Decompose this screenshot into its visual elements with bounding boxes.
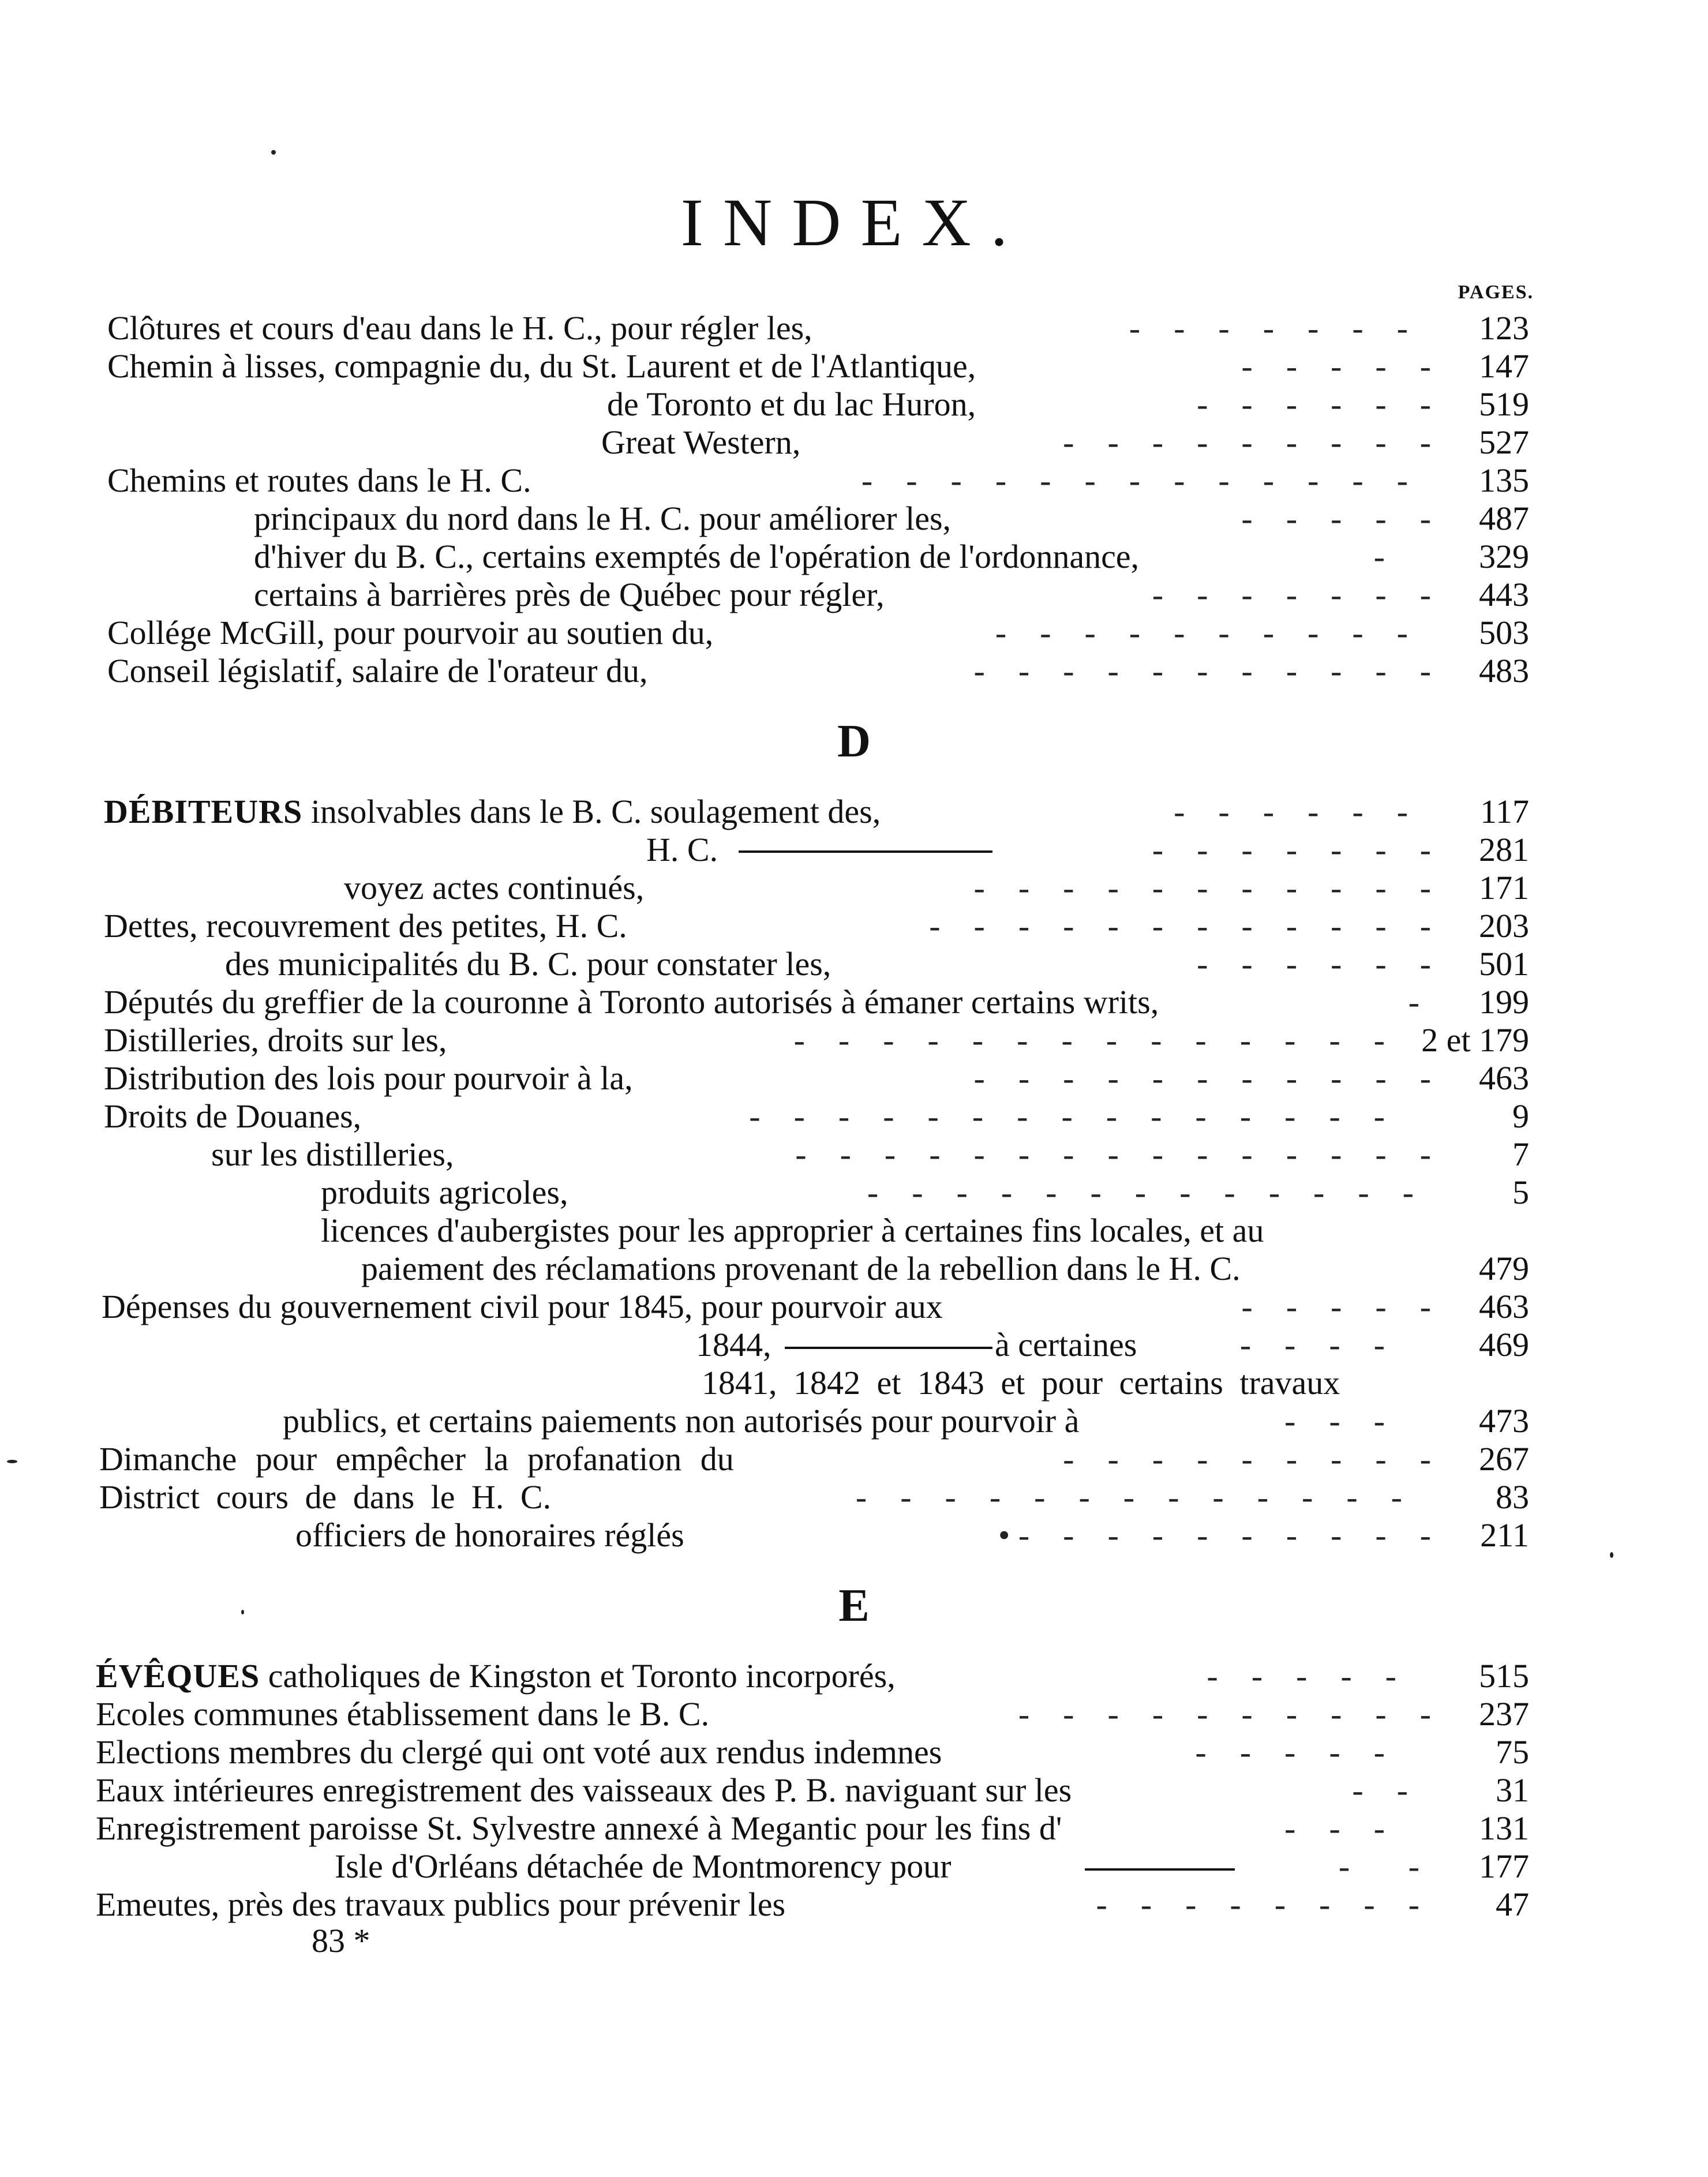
entry-text: Collége McGill, pour pourvoir au soutien du, [107,614,714,651]
page-number: 281 [1479,831,1529,868]
entry-heading: ÉVÊQUES [96,1657,260,1695]
entry-text: Eaux intérieures enregistrement des vaisseaux des P. B. naviguant sur les [96,1771,1072,1809]
index-entry [0,1288,1708,1326]
dot-leader: - - - - - - - - - - - - - - [793,1021,1385,1059]
page-number: 83 [1496,1478,1529,1516]
index-entry [0,309,1708,347]
index-entry [0,1364,1708,1402]
dot-leader: - - - - - [1195,1733,1385,1771]
dot-leader: - - [1352,1771,1408,1809]
ink-speck [241,1610,244,1614]
page-number: 47 [1496,1886,1529,1923]
index-entry [0,1771,1708,1809]
entry-heading: DÉBITEURS [104,793,303,830]
entry-text: Elections membres du clergé qui ont voté aux rendus indemnes [96,1733,942,1771]
entry-text: Clôtures et cours d'eau dans le H. C., pour régler les, [107,309,812,347]
page-number: 483 [1479,652,1529,690]
page-number: 123 [1479,309,1529,347]
index-entry [0,500,1708,538]
page-number: 519 [1479,385,1529,423]
page-number: 515 [1479,1657,1529,1695]
dot-leader: - - - - - - [1197,385,1431,423]
page-title: INDEX. [680,185,1028,260]
index-entry [0,1021,1708,1059]
index-entry [0,1326,1708,1364]
entry-text-rest: insolvables dans le B. C. soulagement des, [302,793,881,830]
entry-text: d'hiver du B. C., certains exemptés de l'opération de l'ordonnance, [254,538,1140,575]
dot-leader: - - - - - [1207,1657,1396,1695]
index-entry [0,614,1708,652]
dot-leader: - - - - - - [1197,945,1431,983]
entry-text: paiement des réclamations provenant de la rebellion dans le H. C. [361,1250,1241,1287]
index-entry [0,1848,1708,1886]
index-entry [0,1733,1708,1771]
dot-leader: • - - - - - - - - - - [998,1516,1431,1554]
dot-leader: - - [1338,1848,1419,1885]
index-entry [0,538,1708,576]
entry-text: H. C. [646,831,718,868]
index-entry [0,945,1708,983]
page-number: 487 [1479,500,1529,537]
dot-leader: - - - - - - - - - [1063,1440,1431,1478]
entry-text: de Toronto et du lac Huron, [607,385,976,423]
ink-speck [271,150,276,155]
ink-speck [1610,1552,1613,1558]
pages-column-header: PAGES. [1458,282,1534,303]
entry-text [96,1657,896,1695]
page-number: 463 [1479,1288,1529,1325]
page-number: 503 [1479,614,1529,651]
page-number: 473 [1479,1402,1529,1440]
entry-text: Emeutes, près des travaux publics pour prévenir les [96,1886,786,1923]
entry-text: Députés du greffier de la couronne à Toronto autorisés à émaner certains writs, [104,983,1159,1021]
entry-text: 1841, 1842 et 1843 et pour certains travaux [702,1364,1340,1402]
index-entry [0,1250,1708,1288]
page-number: 135 [1479,462,1529,499]
dot-leader: - - - - - - - [1152,576,1431,613]
dot-leader: - - - - - - - - - - - - - [861,462,1408,499]
dot-leader: - - - [1284,1809,1385,1847]
index-entry [0,1402,1708,1440]
index-entry [0,1136,1708,1174]
index-entry [0,1174,1708,1212]
entry-text: officiers de honoraires réglés [295,1516,684,1554]
entry-text: Ecoles communes établissement dans le B. C. [96,1695,710,1733]
entry-text: 1844, [696,1326,771,1363]
dot-leader: - - - - - - - - - - [1018,1695,1431,1733]
page-number: 5 [1512,1174,1529,1211]
entry-text [104,793,881,831]
page-number: 237 [1479,1695,1529,1733]
page-number: 469 [1479,1326,1529,1363]
entry-text: voyez actes continués, [344,869,645,906]
ink-speck [7,1460,17,1463]
dot-leader: - - - - - - - - - - - - - [867,1174,1414,1211]
index-entry [0,1809,1708,1848]
dot-leader: - - - - - - [1174,793,1408,830]
index-entry [0,424,1708,462]
section-letter-d: D [837,716,871,767]
page-number: 75 [1496,1733,1529,1771]
dot-leader: - - - - - [1241,1288,1431,1325]
index-entry [0,385,1708,424]
page-number: 177 [1479,1848,1529,1885]
index-entry [0,1059,1708,1097]
page-number: 117 [1480,793,1529,830]
dot-leader: - - - - - - - [1129,309,1408,347]
dot-leader: - [1373,538,1385,575]
dot-leader: - - - - - - - - - - - [973,1059,1431,1097]
index-entry [0,576,1708,614]
page-number: 7 [1512,1136,1529,1173]
page-number: 463 [1479,1059,1529,1097]
entry-text: licences d'aubergistes pour les approprier à certaines fins locales, et au [321,1212,1264,1249]
entry-text: Dettes, recouvrement des petites, H. C. [104,907,627,945]
entry-text: Enregistrement paroisse St. Sylvestre annexé à Megantic pour les fins d' [96,1809,1062,1847]
dot-leader: - [1408,983,1419,1021]
page-number: 479 [1479,1250,1529,1287]
page-number: 267 [1479,1440,1529,1478]
dot-leader: - - - - [1239,1326,1385,1363]
dot-leader: - - - - - - - - [1096,1886,1419,1923]
dot-leader: - - - - - - - - - - - [973,652,1431,690]
dot-leader: - - - - - - - - - - - - - - - [749,1097,1385,1135]
index-entry [0,983,1708,1021]
index-entry [0,831,1708,869]
entry-text: Dimanche pour empêcher la profanation du [99,1440,734,1478]
index-entry [0,869,1708,907]
dot-leader: - - - - - [1241,500,1431,537]
ditto-rule [1085,1868,1235,1871]
dot-leader: - - - - - [1241,347,1431,385]
index-entry [0,1097,1708,1136]
index-entry [0,907,1708,945]
page-number: 527 [1479,424,1529,461]
dot-leader: - - - - - - - - - - - [973,869,1431,906]
dot-leader: - - - - - - - - - - - - - - - [795,1136,1431,1173]
entry-text-continued: à certaines [995,1326,1137,1363]
index-entry [0,1212,1708,1250]
index-entry [0,793,1708,831]
index-entry [0,1657,1708,1695]
page-number: 147 [1479,347,1529,385]
page-number: 9 [1512,1097,1529,1135]
index-entry [0,1695,1708,1733]
dot-leader: - - - - - - - - - - - - - [855,1478,1402,1516]
page-number: 501 [1479,945,1529,983]
index-entry [0,1478,1708,1516]
index-entry [0,347,1708,385]
entry-text: Isle d'Orléans détachée de Montmorency pour [335,1848,952,1885]
entry-text: Chemins et routes dans le H. C. [107,462,531,499]
index-entry [0,1440,1708,1478]
entry-text: principaux du nord dans le H. C. pour améliorer les, [254,500,952,537]
dot-leader: - - - - - - - - - [1063,424,1431,461]
dot-leader: - - - - - - - [1152,831,1431,868]
dot-leader: - - - - - - - - - - - - [929,907,1431,945]
page-number: 2 et 179 [1421,1021,1529,1059]
entry-text-rest: catholiques de Kingston et Toronto incorporés, [260,1657,896,1695]
entry-text: des municipalités du B. C. pour constater les, [225,945,831,983]
entry-text: Droits de Douanes, [104,1097,362,1135]
entry-text: Distilleries, droits sur les, [104,1021,447,1059]
dot-leader: - - - - - - - - - - [995,614,1408,651]
entry-text: certains à barrières près de Québec pour régler, [254,576,885,613]
dot-leader: - - - [1284,1402,1385,1440]
entry-text: produits agricoles, [321,1174,568,1211]
ditto-rule [785,1347,992,1349]
page-number: 443 [1479,576,1529,613]
page-number: 203 [1479,907,1529,945]
page-number: 131 [1479,1809,1529,1847]
entry-text: Conseil législatif, salaire de l'orateur du, [107,652,648,690]
page-number: 211 [1480,1516,1529,1554]
entry-text: publics, et certains paiements non autorisés pour pourvoir à [283,1402,1080,1440]
entry-text: Distribution des lois pour pourvoir à la, [104,1059,633,1097]
entry-text: District cours de dans le H. C. [99,1478,552,1516]
page-number: 199 [1479,983,1529,1021]
entry-text: Great Western, [601,424,801,461]
signature-mark: 83 * [312,1922,370,1959]
page-number: 171 [1479,869,1529,906]
entry-text: sur les distilleries, [211,1136,454,1173]
index-entry [0,1886,1708,1924]
section-letter-e: E [838,1580,870,1631]
index-entry [0,1516,1708,1554]
index-entry [0,462,1708,500]
index-entry [0,652,1708,690]
entry-text: Chemin à lisses, compagnie du, du St. Laurent et de l'Atlantique, [107,347,976,385]
page-number: 329 [1479,538,1529,575]
ditto-rule [739,850,992,853]
entry-text: Dépenses du gouvernement civil pour 1845, pour pourvoir aux [102,1288,943,1325]
page-number: 31 [1496,1771,1529,1809]
